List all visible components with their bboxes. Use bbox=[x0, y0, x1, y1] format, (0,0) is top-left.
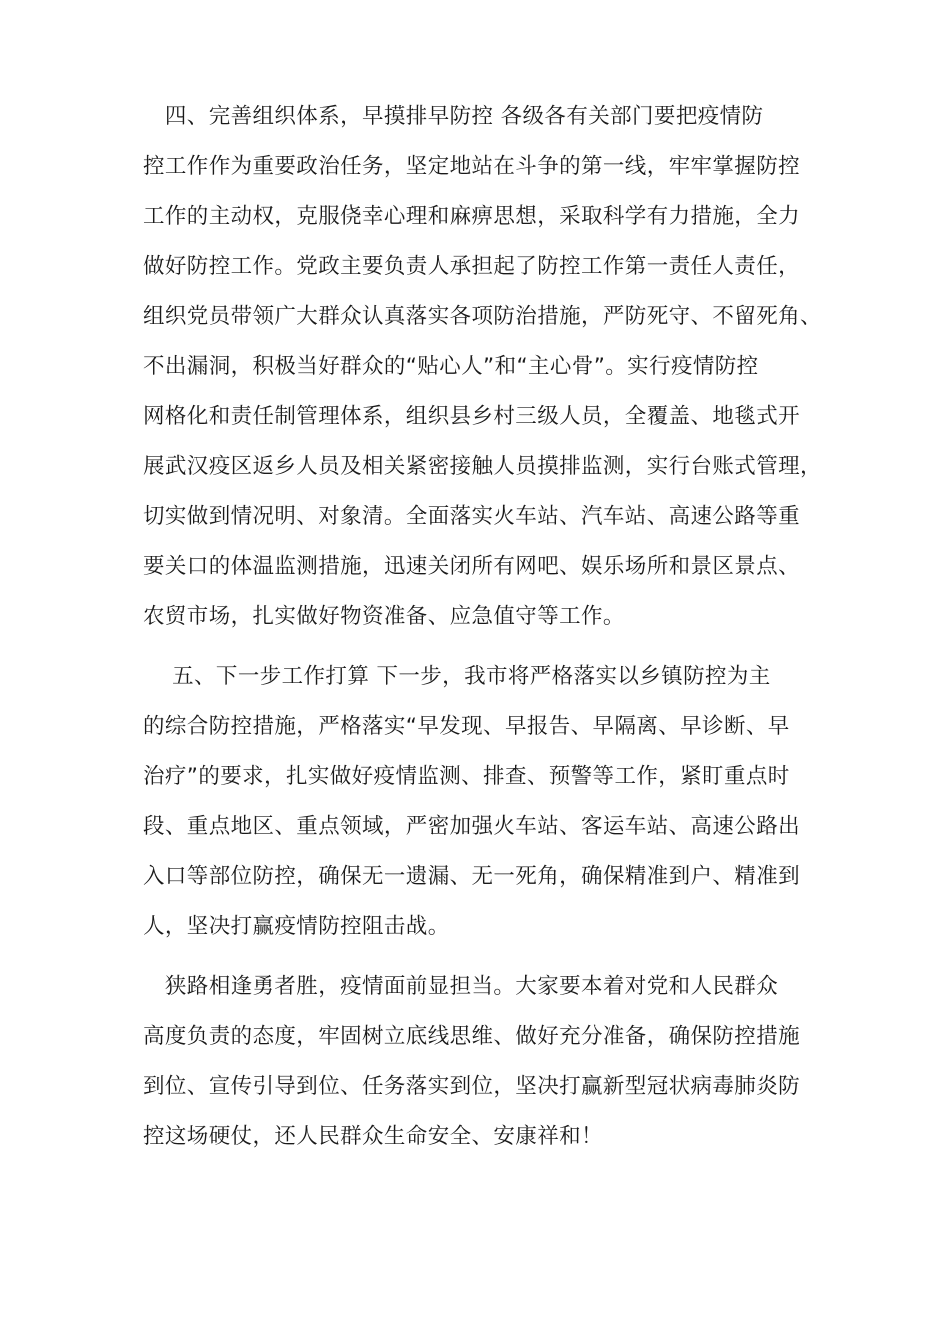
paragraph-line: 要关口的体温监测措施，迅速关闭所有网吧、娱乐场所和景区景点、 bbox=[143, 554, 801, 579]
paragraph-line: 高度负责的态度，牢固树立底线思维、做好充分准备，确保防控措施 bbox=[143, 1024, 801, 1049]
paragraph-line: 狭路相逢勇者胜，疫情面前显担当。大家要本着对党和人民群众 bbox=[143, 974, 779, 999]
paragraph-line: 的综合防控措施，严格落实“早发现、早报告、早隔离、早诊断、早 bbox=[143, 714, 790, 739]
paragraph-line: 治疗”的要求，扎实做好疫情监测、排查、预警等工作，紧盯重点时 bbox=[143, 764, 790, 789]
paragraph-line: 做好防控工作。党政主要负责人承担起了防控工作第一责任人责任， bbox=[143, 254, 801, 279]
paragraph-line: 人，坚决打赢疫情防控阻击战。 bbox=[143, 914, 450, 939]
paragraph-line: 四、完善组织体系，早摸排早防控 各级各有关部门要把疫情防 bbox=[143, 104, 764, 129]
paragraph-line: 控这场硬仗，还人民群众生命安全、安康祥和！ bbox=[143, 1124, 603, 1149]
paragraph-line: 工作的主动权，克服侥幸心理和麻痹思想，采取科学有力措施，全力 bbox=[143, 204, 801, 229]
paragraph-line: 不出漏洞，积极当好群众的“贴心人”和“主心骨”。实行疫情防控 bbox=[143, 354, 759, 379]
paragraph-line: 到位、宣传引导到位、任务落实到位，坚决打赢新型冠状病毒肺炎防 bbox=[143, 1074, 801, 1099]
paragraph-section-five bbox=[143, 652, 823, 952]
paragraph-line: 五、下一步工作打算 下一步，我市将严格落实以乡镇防控为主 bbox=[143, 664, 771, 689]
paragraph-line: 网格化和责任制管理体系，组织县乡村三级人员，全覆盖、地毯式开 bbox=[143, 404, 801, 429]
paragraph-section-four bbox=[143, 92, 823, 642]
paragraph-closing bbox=[143, 962, 823, 1162]
paragraph-line: 农贸市场，扎实做好物资准备、应急值守等工作。 bbox=[143, 604, 625, 629]
paragraph-line: 入口等部位防控，确保无一遗漏、无一死角，确保精准到户、精准到 bbox=[143, 864, 801, 889]
paragraph-line: 切实做到情况明、对象清。全面落实火车站、汽车站、高速公路等重 bbox=[143, 504, 801, 529]
paragraph-line: 组织党员带领广大群众认真落实各项防治措施，严防死守、不留死角、 bbox=[143, 304, 822, 329]
paragraph-line: 展武汉疫区返乡人员及相关紧密接触人员摸排监测，实行台账式管理， bbox=[143, 454, 822, 479]
paragraph-line: 控工作作为重要政治任务，坚定地站在斗争的第一线，牢牢掌握防控 bbox=[143, 154, 801, 179]
paragraph-line: 段、重点地区、重点领域，严密加强火车站、客运车站、高速公路出 bbox=[143, 814, 801, 839]
